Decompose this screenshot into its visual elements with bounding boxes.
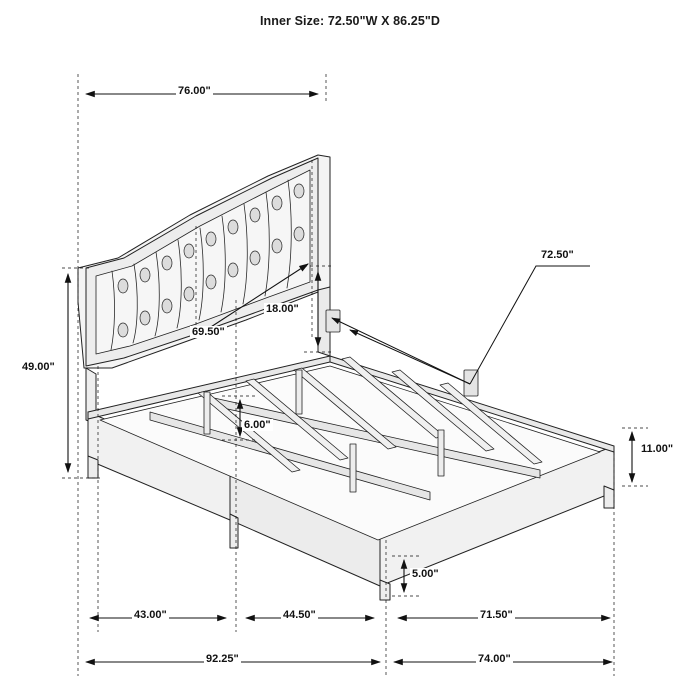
dimension-label-6: 6.00" (244, 419, 271, 431)
dimension-label-76: 76.00" (178, 85, 211, 97)
dimension-label-18: 18.00" (266, 303, 299, 315)
dimension-label-49: 49.00" (22, 361, 55, 373)
leg-center-front (380, 580, 390, 600)
dimension-label-74: 74.00" (478, 653, 511, 665)
dimension-label-92-25: 92.25" (206, 653, 239, 665)
dimension-label-69-50: 69.50" (192, 326, 225, 338)
dimension-label-5: 5.00" (412, 568, 439, 580)
leader-72-50-tail (470, 266, 590, 384)
leg-right (604, 486, 614, 508)
dimension-label-71-50: 71.50" (480, 609, 513, 621)
leg-left-rear (88, 456, 98, 478)
dimension-label-44-50: 44.50" (283, 609, 316, 621)
leg-left-front (230, 514, 238, 548)
dimension-label-43: 43.00" (134, 609, 167, 621)
dimension-label-11: 11.00" (641, 443, 674, 455)
dimension-label-72-50: 72.50" (541, 249, 574, 261)
page-title: Inner Size: 72.50"W X 86.25"D (259, 14, 441, 28)
